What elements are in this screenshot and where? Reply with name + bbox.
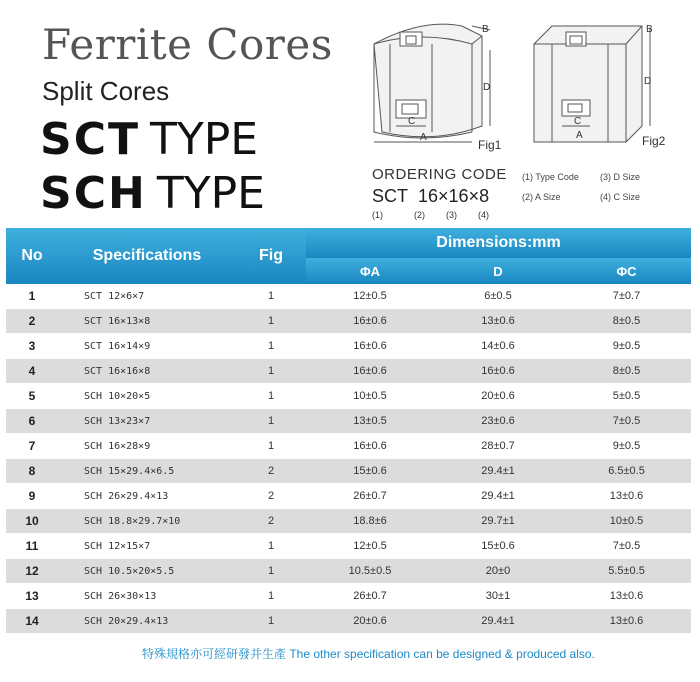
table-row xyxy=(6,584,691,609)
type-code-sch: SCH xyxy=(40,168,147,219)
code-number: (4) xyxy=(478,210,489,220)
fig2-diagram xyxy=(522,14,672,154)
ordering-legend-4: (4) C Size xyxy=(600,192,641,202)
cell-d: 6±0.5 xyxy=(434,284,562,309)
ordering-code-example xyxy=(372,186,489,207)
cell-a: 26±0.7 xyxy=(306,584,434,609)
cell-c: 8±0.5 xyxy=(562,309,691,334)
cell-a: 12±0.5 xyxy=(306,534,434,559)
page-title: Ferrite Cores xyxy=(42,20,333,69)
cell-no: 4 xyxy=(6,359,58,384)
cell-no: 8 xyxy=(6,459,58,484)
cell-spec: SCH 18.8×29.7×10 xyxy=(58,509,236,534)
cell-no: 6 xyxy=(6,409,58,434)
cell-no: 14 xyxy=(6,609,58,634)
cell-spec: SCH 16×28×9 xyxy=(58,434,236,459)
cell-fig: 1 xyxy=(236,334,306,359)
cell-c: 7±0.5 xyxy=(562,409,691,434)
type-word: TYPE xyxy=(156,168,265,219)
col-header-no: No xyxy=(6,228,58,284)
cell-c: 13±0.6 xyxy=(562,484,691,509)
cell-c: 9±0.5 xyxy=(562,334,691,359)
cell-d: 15±0.6 xyxy=(434,534,562,559)
type-line-sch xyxy=(40,168,265,219)
cell-c: 7±0.5 xyxy=(562,534,691,559)
code-part: 16 xyxy=(448,186,469,206)
col-header-dimensions: Dimensions:mm xyxy=(306,228,691,258)
code-part: × xyxy=(438,186,449,206)
cell-d: 14±0.6 xyxy=(434,334,562,359)
table-row xyxy=(6,359,691,384)
cell-a: 10±0.5 xyxy=(306,384,434,409)
cell-d: 16±0.6 xyxy=(434,359,562,384)
cell-no: 10 xyxy=(6,509,58,534)
code-part: 16 xyxy=(418,186,439,206)
cell-spec: SCH 10×20×5 xyxy=(58,384,236,409)
cell-c: 9±0.5 xyxy=(562,434,691,459)
cell-c: 7±0.7 xyxy=(562,284,691,309)
ordering-legend-2: (2) A Size xyxy=(522,192,561,202)
fig1-dim-d: D xyxy=(483,82,491,93)
type-code-sct: SCT xyxy=(40,114,140,165)
cell-d: 29.4±1 xyxy=(434,609,562,634)
cell-a: 16±0.6 xyxy=(306,334,434,359)
col-header-a: ΦA xyxy=(306,258,434,284)
fig1-dim-c: C xyxy=(408,116,416,127)
cell-fig: 1 xyxy=(236,359,306,384)
col-header-spec: Specifications xyxy=(58,228,236,284)
cell-spec: SCH 10.5×20×5.5 xyxy=(58,559,236,584)
code-number: (1) xyxy=(372,210,383,220)
fig1-diagram xyxy=(362,14,512,154)
cell-a: 26±0.7 xyxy=(306,484,434,509)
type-word: TYPE xyxy=(150,114,259,165)
table-row xyxy=(6,609,691,634)
cell-c: 6.5±0.5 xyxy=(562,459,691,484)
table-row xyxy=(6,384,691,409)
fig2-dim-d: D xyxy=(644,76,652,87)
cell-spec: SCH 12×15×7 xyxy=(58,534,236,559)
cell-spec: SCT 16×16×8 xyxy=(58,359,236,384)
cell-no: 1 xyxy=(6,284,58,309)
footer-note: 特殊規格亦可經研發并生產 The other specification can be designed & produced also. xyxy=(142,647,595,661)
cell-d: 13±0.6 xyxy=(434,309,562,334)
fig2-label: Fig2 xyxy=(642,134,666,148)
fig2-dim-a: A xyxy=(576,130,583,141)
table-row xyxy=(6,284,691,309)
cell-d: 30±1 xyxy=(434,584,562,609)
cell-spec: SCH 26×30×13 xyxy=(58,584,236,609)
cell-spec: SCH 13×23×7 xyxy=(58,409,236,434)
cell-spec: SCT 16×14×9 xyxy=(58,334,236,359)
cell-fig: 1 xyxy=(236,584,306,609)
cell-a: 16±0.6 xyxy=(306,434,434,459)
cell-a: 18.8±6 xyxy=(306,509,434,534)
cell-d: 20±0.6 xyxy=(434,384,562,409)
col-header-c: ΦC xyxy=(562,258,691,284)
table-row xyxy=(6,459,691,484)
fig2-dim-c: C xyxy=(574,116,582,127)
cell-no: 9 xyxy=(6,484,58,509)
cell-a: 16±0.6 xyxy=(306,359,434,384)
code-part: 8 xyxy=(479,186,490,206)
cell-fig: 1 xyxy=(236,309,306,334)
cell-fig: 2 xyxy=(236,509,306,534)
ordering-legend-1: (1) Type Code xyxy=(522,172,579,182)
spec-table xyxy=(6,228,691,634)
table-row xyxy=(6,434,691,459)
table-row xyxy=(6,534,691,559)
cell-no: 5 xyxy=(6,384,58,409)
fig1-label: Fig1 xyxy=(478,138,502,152)
cell-spec: SCT 16×13×8 xyxy=(58,309,236,334)
cell-c: 13±0.6 xyxy=(562,584,691,609)
col-header-d: D xyxy=(434,258,562,284)
cell-c: 13±0.6 xyxy=(562,609,691,634)
cell-fig: 1 xyxy=(236,559,306,584)
fig1-dim-a: A xyxy=(420,132,427,143)
fig2-dim-b: B xyxy=(646,24,653,35)
cell-no: 7 xyxy=(6,434,58,459)
cell-spec: SCH 26×29.4×13 xyxy=(58,484,236,509)
cell-spec: SCH 20×29.4×13 xyxy=(58,609,236,634)
cell-fig: 1 xyxy=(236,284,306,309)
cell-no: 11 xyxy=(6,534,58,559)
fig1-dim-b: B xyxy=(482,24,489,35)
code-number: (2) xyxy=(414,210,425,220)
page-subtitle: Split Cores xyxy=(42,76,170,106)
cell-no: 3 xyxy=(6,334,58,359)
table-row xyxy=(6,409,691,434)
cell-d: 29.4±1 xyxy=(434,459,562,484)
cell-fig: 2 xyxy=(236,459,306,484)
table-row xyxy=(6,334,691,359)
cell-c: 5±0.5 xyxy=(562,384,691,409)
type-line-sct xyxy=(40,114,258,165)
cell-a: 12±0.5 xyxy=(306,284,434,309)
code-part: × xyxy=(468,186,480,206)
cell-c: 5.5±0.5 xyxy=(562,559,691,584)
col-header-fig: Fig xyxy=(236,228,306,284)
code-number: (3) xyxy=(446,210,457,220)
cell-a: 15±0.6 xyxy=(306,459,434,484)
cell-spec: SCT 12×6×7 xyxy=(58,284,236,309)
cell-d: 28±0.7 xyxy=(434,434,562,459)
cell-fig: 1 xyxy=(236,409,306,434)
cell-fig: 1 xyxy=(236,384,306,409)
table-row xyxy=(6,559,691,584)
spec-table-wrapper xyxy=(6,228,691,634)
cell-a: 20±0.6 xyxy=(306,609,434,634)
cell-a: 10.5±0.5 xyxy=(306,559,434,584)
ordering-code-numbers xyxy=(372,210,489,220)
cell-fig: 2 xyxy=(236,484,306,509)
cell-no: 13 xyxy=(6,584,58,609)
table-row xyxy=(6,509,691,534)
ordering-legend-3: (3) D Size xyxy=(600,172,641,182)
table-row xyxy=(6,484,691,509)
cell-c: 10±0.5 xyxy=(562,509,691,534)
cell-c: 8±0.5 xyxy=(562,359,691,384)
cell-fig: 1 xyxy=(236,609,306,634)
cell-d: 23±0.6 xyxy=(434,409,562,434)
cell-fig: 1 xyxy=(236,534,306,559)
cell-no: 12 xyxy=(6,559,58,584)
cell-d: 20±0 xyxy=(434,559,562,584)
table-row xyxy=(6,309,691,334)
cell-spec: SCH 15×29.4×6.5 xyxy=(58,459,236,484)
cell-no: 2 xyxy=(6,309,58,334)
cell-a: 13±0.5 xyxy=(306,409,434,434)
ordering-code-title: ORDERING CODE xyxy=(372,166,507,183)
cell-a: 16±0.6 xyxy=(306,309,434,334)
cell-d: 29.4±1 xyxy=(434,484,562,509)
cell-d: 29.7±1 xyxy=(434,509,562,534)
cell-fig: 1 xyxy=(236,434,306,459)
code-part: SCT xyxy=(372,186,408,206)
